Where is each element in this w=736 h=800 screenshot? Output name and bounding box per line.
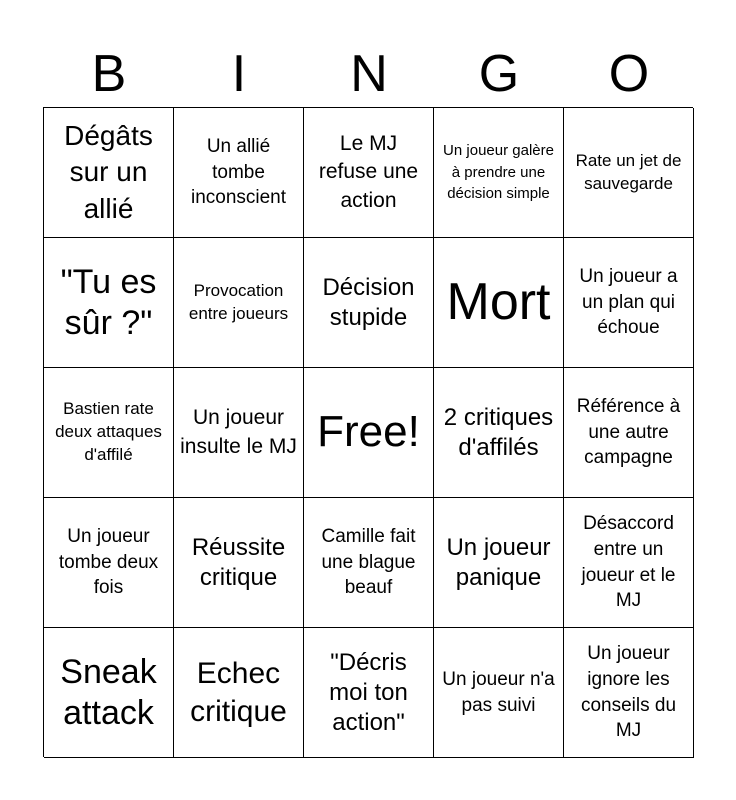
cell-text: Un joueur a un plan qui échoue [579,266,678,339]
bingo-cell[interactable] [564,108,694,238]
cell-text: Un joueur n'a pas suivi [442,668,555,716]
header-letter-g: G [478,45,520,103]
cell-text: Echec critique [190,657,287,728]
bingo-cell[interactable] [434,238,564,368]
bingo-cell[interactable] [174,368,304,498]
cell-text: Bastien rate deux attaques d'affilé [55,399,162,464]
bingo-cell[interactable] [564,498,694,628]
bingo-cell[interactable] [434,628,564,758]
cell-text: Un joueur insulte le MJ [180,406,297,458]
cell-text: Décision stupide [322,273,415,331]
cell-text: Sneak attack [60,652,157,732]
cell-text: Un allié tombe inconscient [190,136,287,209]
bingo-cell[interactable] [174,628,304,758]
header-letter-b: B [91,45,127,103]
bingo-cell[interactable] [434,108,564,238]
cell-text: Désaccord entre un joueur et le MJ [581,513,676,612]
cell-text: 2 critiques d'affilés [443,403,554,461]
header-letter-o: O [608,45,650,103]
header-letter-i: I [231,45,247,103]
bingo-cell[interactable] [174,238,304,368]
cell-text: Un joueur panique [446,533,551,591]
cell-text: Camille fait une blague beauf [321,526,416,599]
bingo-cell[interactable] [564,238,694,368]
bingo-cell[interactable] [44,628,174,758]
bingo-cell[interactable] [434,368,564,498]
cell-text: Réussite critique [191,533,286,591]
cell-text: Mort [446,272,551,331]
bingo-cell[interactable] [174,498,304,628]
bingo-cell[interactable] [304,498,434,628]
free-cell[interactable] [304,368,434,498]
bingo-cell[interactable] [434,498,564,628]
cell-text: Provocation entre joueurs [188,280,289,323]
cell-text: Free! [317,407,420,457]
cell-text: "Tu es sûr ?" [60,262,157,342]
bingo-cell[interactable] [174,108,304,238]
bingo-cell[interactable] [44,238,174,368]
bingo-cell[interactable] [304,238,434,368]
cell-text: Un joueur tombe deux fois [58,526,159,599]
cell-text: Référence à une autre campagne [576,396,681,469]
bingo-cell[interactable] [304,108,434,238]
header-letter-n: N [350,45,388,103]
bingo-cell[interactable] [44,108,174,238]
cell-text: Le MJ refuse une action [318,131,419,212]
bingo-board [43,107,693,757]
bingo-cell[interactable] [564,368,694,498]
bingo-cell[interactable] [44,498,174,628]
cell-text: Rate un jet de sauvegarde [575,150,682,193]
bingo-cell[interactable] [564,628,694,758]
cell-text: "Décris moi ton action" [329,648,408,736]
bingo-header [44,40,694,108]
bingo-cell[interactable] [304,628,434,758]
cell-text: Un joueur galère à prendre une décision simple [443,141,554,203]
cell-text: Dégâts sur un allié [64,119,153,224]
bingo-cell[interactable] [44,368,174,498]
cell-text: Un joueur ignore les conseils du MJ [580,643,677,742]
